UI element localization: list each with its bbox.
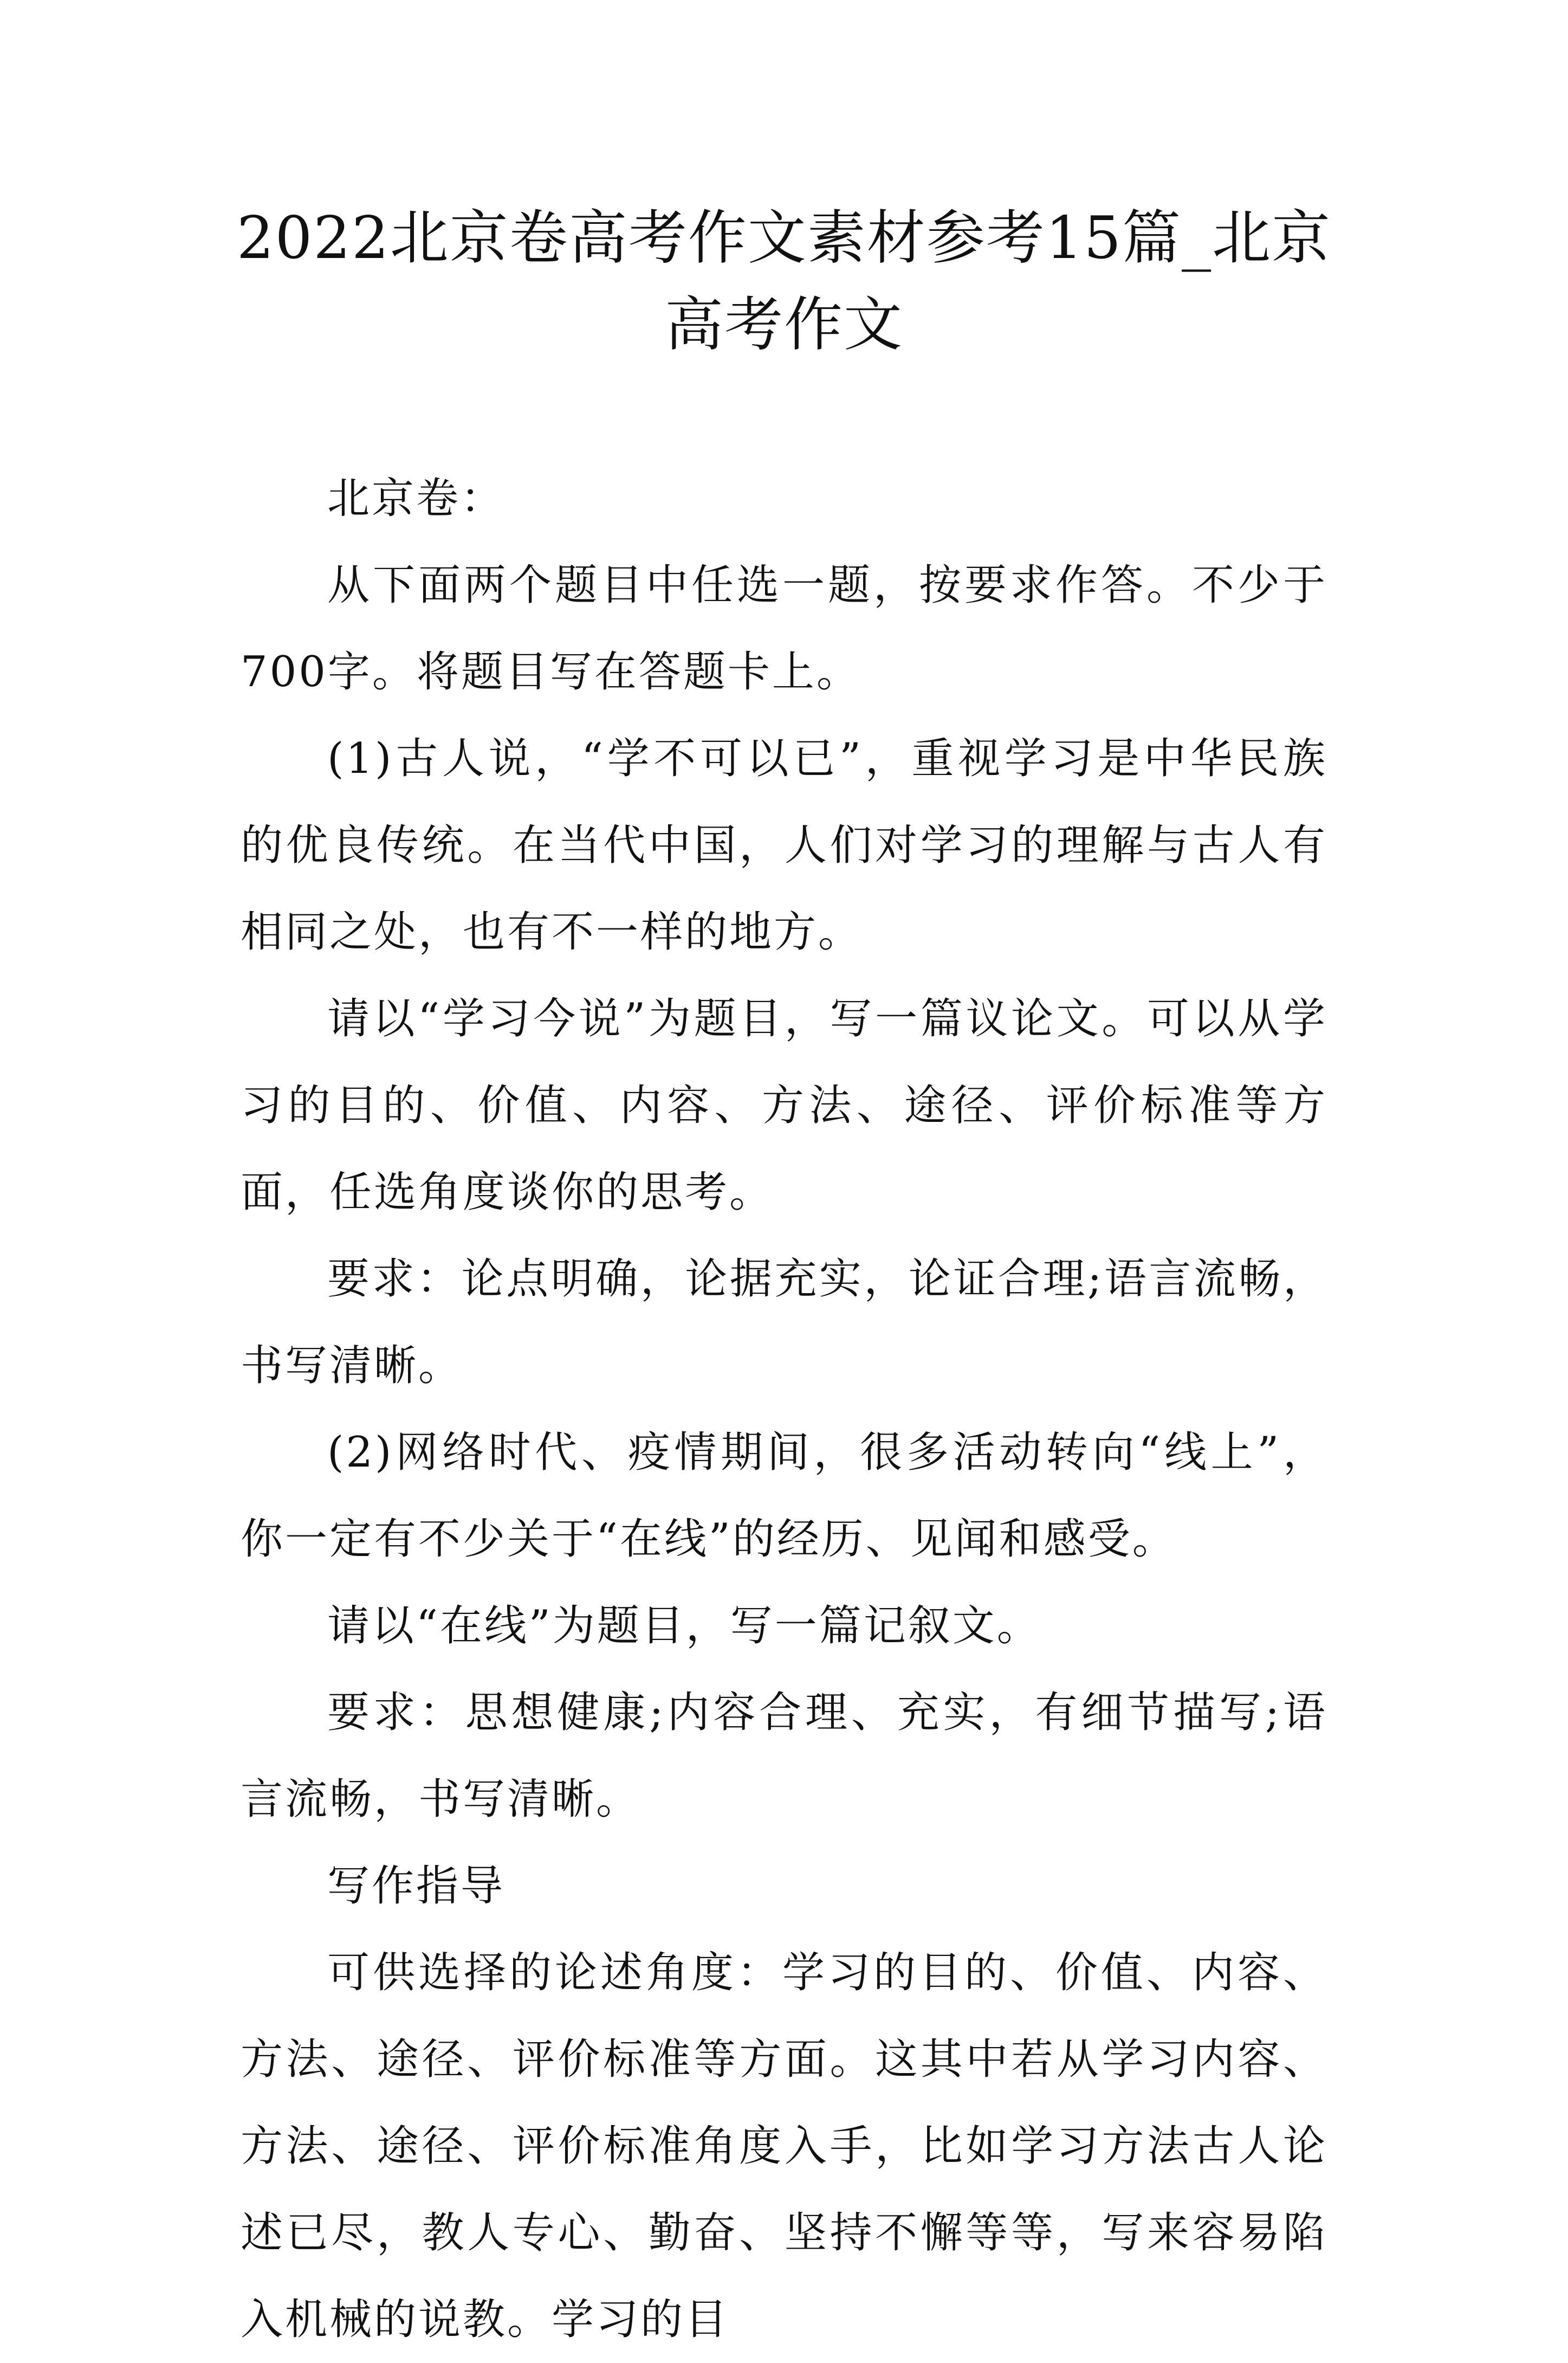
paragraph-instructions: 从下面两个题目中任选一题，按要求作答。不少于700字。将题目写在答题卡上。 [241, 561, 1327, 696]
paragraph-prompt-2: (2)网络时代、疫情期间，很多活动转向“线上”，你一定有不少关于“在线”的经历、见闻和感受。 [241, 1428, 1327, 1564]
paragraph-prompt-1: (1)古人说，“学不可以已”，重视学习是中华民族的优良传统。在当代中国，人们对学习的理解与古人有相同之处，也有不一样的地方。 [241, 734, 1327, 957]
paragraph-section-heading: 写作指导 [327, 1862, 506, 1910]
document-body [241, 455, 1327, 2363]
paragraph-prompt-2-task: 请以“在线”为题目，写一篇记叙文。 [327, 1602, 1041, 1650]
paragraph-prompt-1-task: 请以“学习今说”为题目，写一篇议论文。可以从学习的目的、价值、内容、方法、途径、评价标准等方面，任选角度谈你的思考。 [241, 995, 1327, 1217]
paragraph-prompt-2-requirements: 要求：思想健康;内容合理、充实，有细节描写;语言流畅，书写清晰。 [241, 1688, 1327, 1824]
paragraph-region-label: 北京卷： [327, 474, 506, 523]
paragraph-guidance: 可供选择的论述角度：学习的目的、价值、内容、方法、途径、评价标准等方面。这其中若从学习内容、方法、途径、评价标准角度入手，比如学习方法古人论述已尽，教人专心、勤奋、坚持不懈等等，写来容易陷入机械的说教。学习的目 [241, 1948, 1327, 2344]
paragraph-prompt-1-requirements: 要求：论点明确，论据充实，论证合理;语言流畅，书写清晰。 [241, 1255, 1327, 1390]
document-title: 2022北京卷高考作文素材参考15篇_北京高考作文 [236, 204, 1332, 359]
